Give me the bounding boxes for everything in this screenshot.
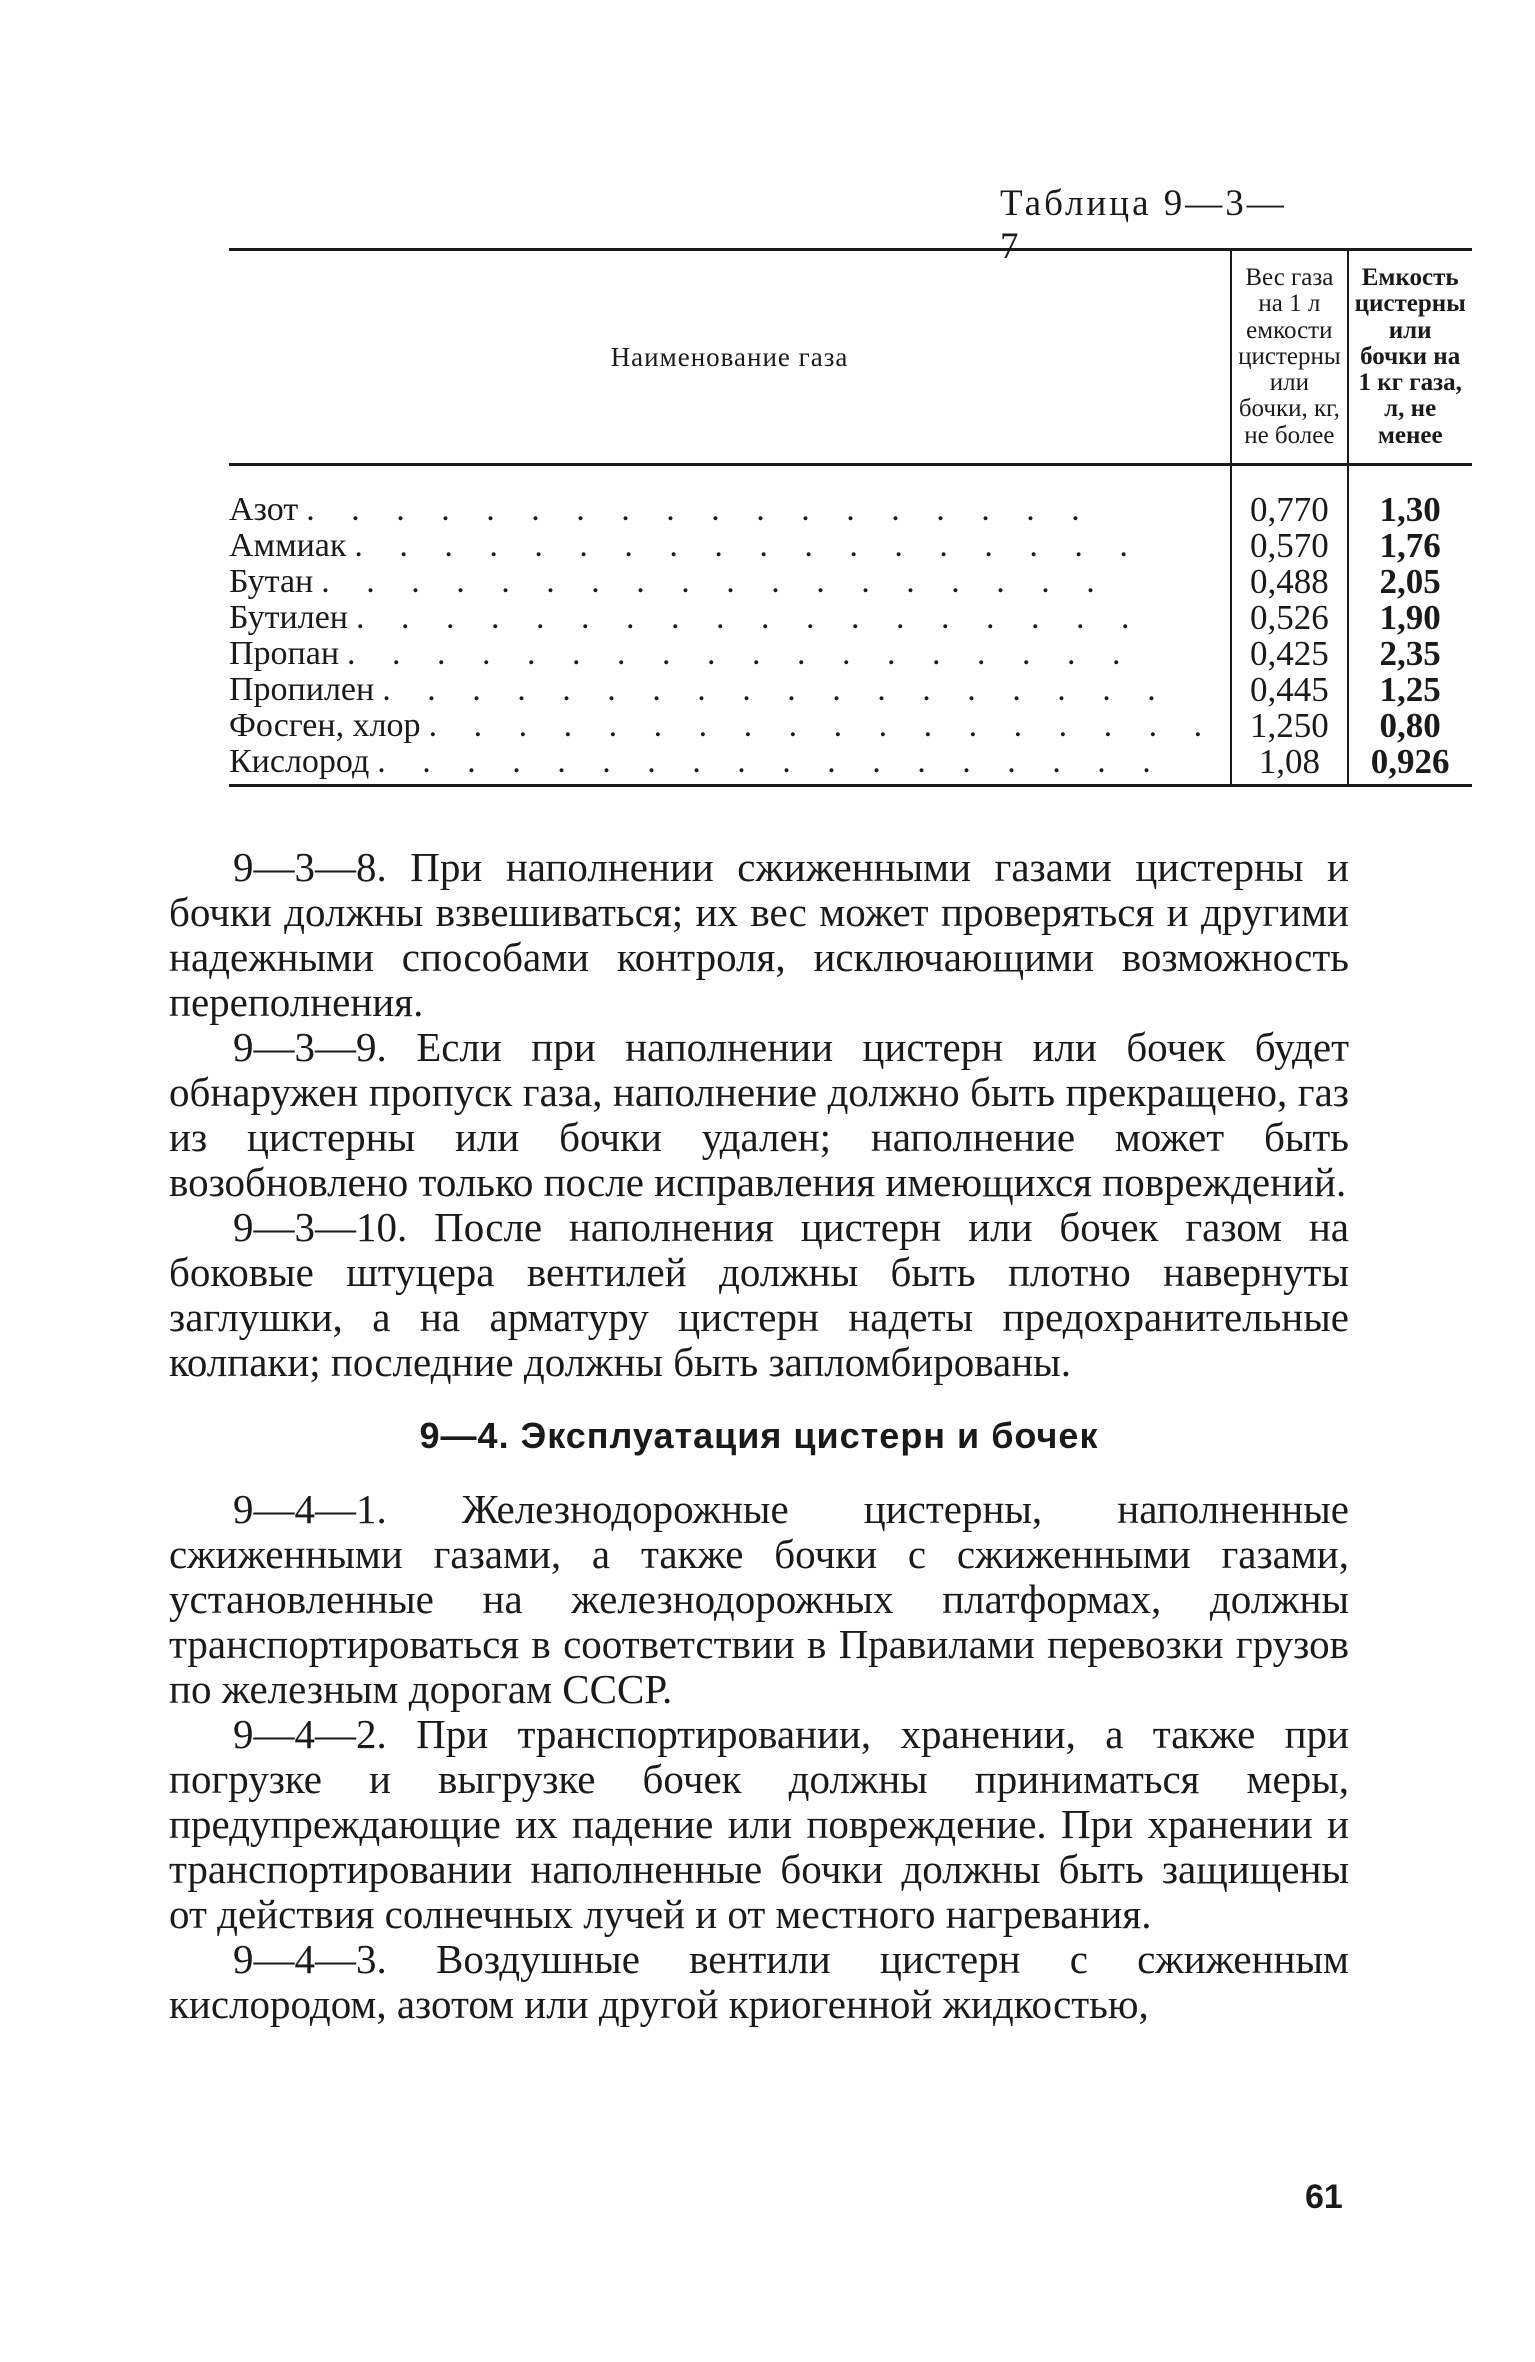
table-row: Аммиак . . . . . . . . . . . . . . . . . . 0,570 1,76 [229,528,1472,564]
paragraph-9-3-10: 9—3—10. После наполнения цистерн или бочек газом на боковые штуцера вентилей должны быть плотно навернуты заглушки, а на арматуру цистерн надеты предохранительные колпаки; последние должны быть запломбированы. [169,1204,1349,1385]
gas-capacity: 0,80 [1348,708,1472,744]
header-gas-name: Наименование газа [229,250,1231,465]
gas-name: Бутилен [229,600,348,636]
paragraph-9-3-8: 9—3—8. При наполнении сжиженными газами цистерны и бочки должны взвешиваться; их вес может проверяться и другими надежными способами контроля, исключающими возможность переполнения. [169,844,1349,1025]
table-caption: Таблица 9—3—7 [1000,183,1287,267]
header-capacity: Емкость цистерны или бочки на 1 кг газа, л, не менее [1348,250,1472,465]
gas-weight: 0,425 [1231,636,1348,672]
table-row: Бутан . . . . . . . . . . . . . . . . . . 0,488 2,05 [229,564,1472,600]
table-header-row [229,250,1472,465]
section-heading: 9—4. Эксплуатация цистерн и бочек [419,1415,1099,1456]
table-row: Кислород . . . . . . . . . . . . . . . . . . 1,08 0,926 [229,744,1472,786]
gas-weight: 0,770 [1231,465,1348,529]
gas-name: Азот [229,491,299,528]
gas-weight: 0,570 [1231,528,1348,564]
page-number: 61 [1305,2178,1343,2216]
gas-weight: 1,08 [1231,744,1348,786]
gas-capacity: 1,76 [1348,528,1472,564]
table-row: Пропилен . . . . . . . . . . . . . . . . . . 0,445 1,25 [229,672,1472,708]
gas-weight: 0,526 [1231,600,1348,636]
gas-weight: 1,250 [1231,708,1348,744]
body-text [169,845,1349,2027]
gas-name: Бутан [229,564,314,600]
paragraph-9-4-2: 9—4—2. При транспортировании, хранении, а также при погрузке и выгрузке бочек должны приниматься меры, предупреждающие их падение или повреждение. При хранении и транспортировании наполненные бочки должны быть защищены от действия солнечных лучей и от местного нагревания. [169,1711,1349,1937]
gas-capacity: 2,05 [1348,564,1472,600]
gas-capacity: 1,30 [1348,465,1472,529]
gas-table [229,248,1472,787]
table-row: Пропан . . . . . . . . . . . . . . . . . . 0,425 2,35 [229,636,1472,672]
gas-weight: 0,488 [1231,564,1348,600]
header-gas-weight: Вес газа на 1 л емкости цистерны или бочки, кг, не более [1231,250,1348,465]
gas-name: Фосген, хлор [229,708,421,744]
gas-name: Аммиак [229,528,347,564]
gas-capacity: 1,25 [1348,672,1472,708]
gas-capacity: 2,35 [1348,636,1472,672]
gas-name: Пропан [229,636,340,672]
table-row: Азот . . . . . . . . . . . . . . . . . . 0,770 1,30 [229,465,1472,529]
paragraph-9-4-3: 9—4—3. Воздушные вентили цистерн с сжиженным кислородом, азотом или другой криогенной жидкостью, [169,1936,1349,2027]
paragraph-9-3-9: 9—3—9. Если при наполнении цистерн или бочек будет обнаружен пропуск газа, наполнение должно быть прекращено, газ из цистерны или бочки удален; наполнение может быть возобновлено только после исправления имеющихся повреждений. [169,1024,1349,1205]
gas-weight: 0,445 [1231,672,1348,708]
gas-name: Кислород [229,744,370,780]
gas-capacity: 0,926 [1348,744,1472,786]
gas-name: Пропилен [229,672,375,708]
gas-capacity: 1,90 [1348,600,1472,636]
paragraph-9-4-1: 9—4—1. Железнодорожные цистерны, наполненные сжиженными газами, а также бочки с сжиженными газами, установленные на железнодорожных платформах, должны транспортироваться в соответствии в Правилами перевозки грузов по железным дорогам СССР. [169,1486,1349,1712]
table-row: Бутилен . . . . . . . . . . . . . . . . . . 0,526 1,90 [229,600,1472,636]
table-row: Фосген, хлор . . . . . . . . . . . . . . . . . . 1,250 0,80 [229,708,1472,744]
